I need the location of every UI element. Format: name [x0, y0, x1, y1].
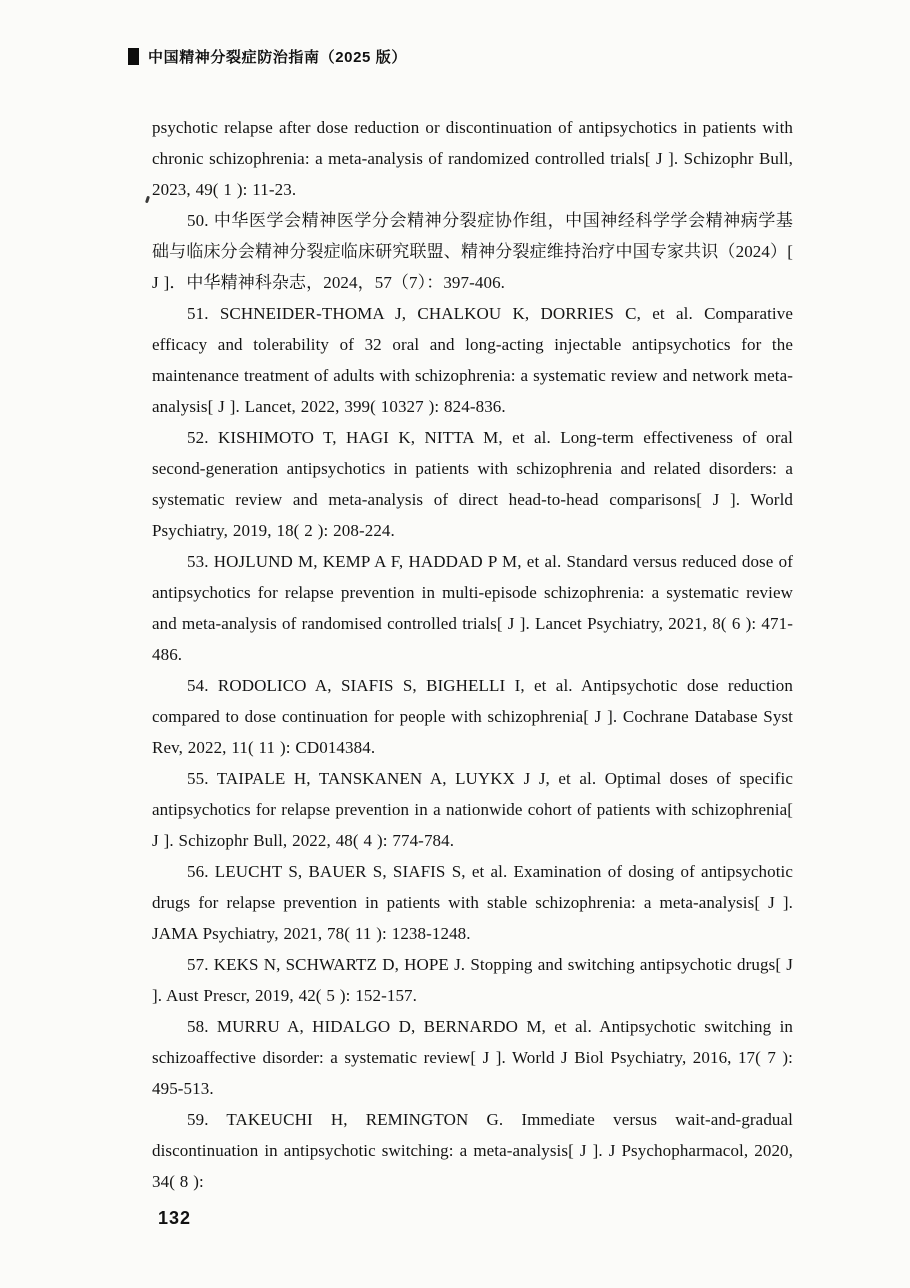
scan-artifact: [145, 196, 150, 204]
reference-item-59: 59. TAKEUCHI H, REMINGTON G. Immediate versus wait-and-gradual discontinuation in antipsychotic switching: a meta-analysis[ J ]. J Psychopharmacol, 2020, 34( 8 ):: [152, 1110, 793, 1191]
reference-item-53: 53. HOJLUND M, KEMP A F, HADDAD P M, et al. Standard versus reduced dose of antipsychotics for relapse prevention in multi-episode schizophrenia: a systematic review and meta-analysis of randomised controlled trials[ J ]. Lancet Psychiatry, 2021, 8( 6 ): 471-486.: [152, 552, 793, 664]
reference-item-57: 57. KEKS N, SCHWARTZ D, HOPE J. Stopping and switching antipsychotic drugs[ J ]. Aust Prescr, 2019, 42( 5 ): 152-157.: [152, 955, 793, 1005]
running-header-title: 中国精神分裂症防治指南（2025 版）: [148, 49, 407, 66]
reference-item-55: 55. TAIPALE H, TANSKANEN A, LUYKX J J, et al. Optimal doses of specific antipsychotics for relapse prevention in a nationwide cohort of patients with schizophrenia[ J ]. Schizophr Bull, 2022, 48( 4 ): 774-784.: [152, 769, 793, 850]
reference-item-54: 54. RODOLICO A, SIAFIS S, BIGHELLI I, et al. Antipsychotic dose reduction compared to dose continuation for people with schizophrenia[ J ]. Cochrane Database Syst Rev, 2022, 11( 11 ): CD014384.: [152, 676, 793, 757]
running-header: [128, 46, 407, 67]
reference-item-51: 51. SCHNEIDER-THOMA J, CHALKOU K, DORRIES C, et al. Comparative efficacy and tolerability of 32 oral and long-acting injectable antipsychotics for the maintenance treatment of adults with schizophrenia: a systematic review and network meta-analysis[ J ]. Lancet, 2022, 399( 10327 ): 824-836.: [152, 304, 793, 416]
reference-item-52: 52. KISHIMOTO T, HAGI K, NITTA M, et al. Long-term effectiveness of oral second-generation antipsychotics in patients with schizophrenia and related disorders: a systematic review and meta-analysis of direct head-to-head comparisons[ J ]. World Psychiatry, 2019, 18( 2 ): 208-224.: [152, 428, 793, 540]
reference-item-58: 58. MURRU A, HIDALGO D, BERNARDO M, et al. Antipsychotic switching in schizoaffective disorder: a systematic review[ J ]. World J Biol Psychiatry, 2016, 17( 7 ): 495-513.: [152, 1017, 793, 1098]
reference-item-56: 56. LEUCHT S, BAUER S, SIAFIS S, et al. Examination of dosing of antipsychotic drugs for relapse prevention in patients with stable schizophrenia: a meta-analysis[ J ]. JAMA Psychiatry, 2021, 78( 11 ): 1238-1248.: [152, 862, 793, 943]
reference-item-49-continuation: psychotic relapse after dose reduction or discontinuation of antipsychotics in patients with chronic schizophrenia: a meta-analysis of randomized controlled trials[ J ]. Schizophr Bull, 2023, 49( 1 ): 11-23.: [152, 118, 793, 199]
reference-item-50: 50. 中华医学会精神医学分会精神分裂症协作组，中国神经科学学会精神病学基础与临床分会精神分裂症临床研究联盟、精神分裂症维持治疗中国专家共识（2024）[ J ]．中华精神科杂志，2024，57（7）：397-406.: [152, 211, 793, 292]
page-number: 132: [158, 1208, 192, 1228]
header-bar-icon: [128, 48, 139, 65]
page-footer: [158, 1208, 191, 1229]
reference-list: [152, 112, 793, 1197]
